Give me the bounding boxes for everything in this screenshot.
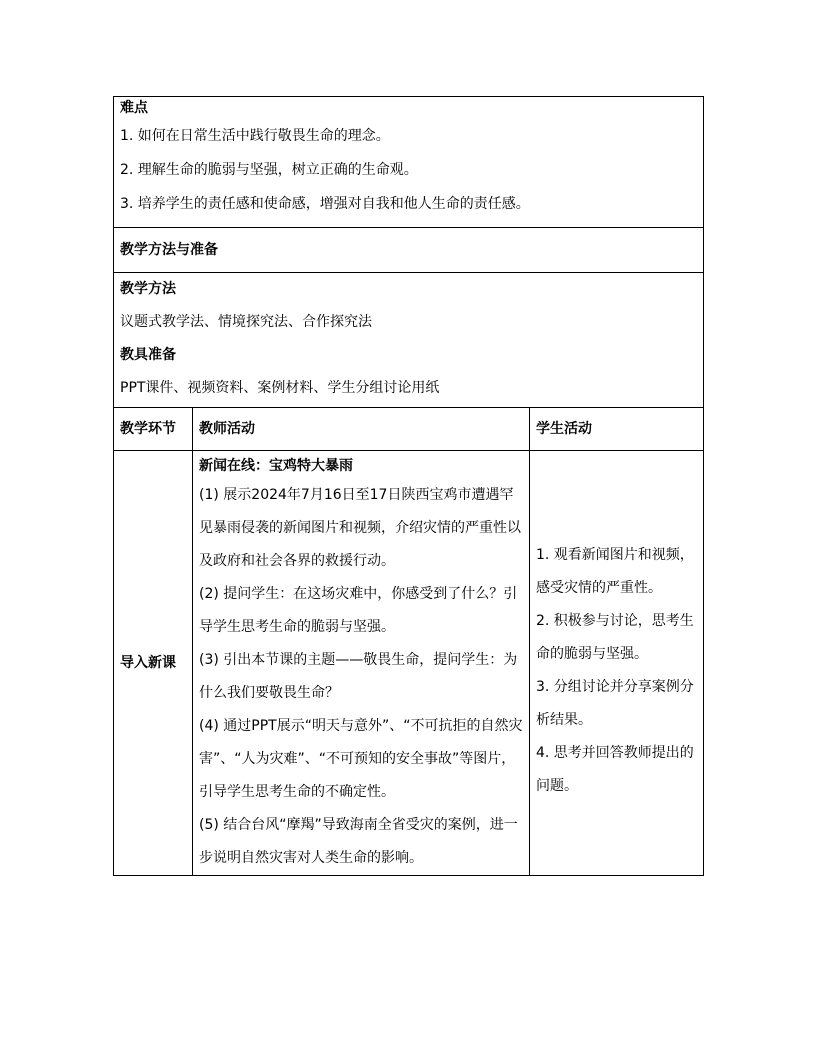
methods-title-row: [114, 228, 704, 273]
difficulty-item-3: 3. 培养学生的责任感和使命感，增强对自我和他人生命的责任感。: [120, 196, 530, 212]
student-item-1: 1. 观看新闻图片和视频，感受灾情的严重性。: [536, 547, 694, 596]
table-header-row: [114, 408, 704, 451]
student-item-2: 2. 积极参与讨论，思考生命的脆弱与坚强。: [536, 613, 694, 662]
methods-detail-row: [114, 273, 704, 408]
teacher-item-5: (5) 结合台风“摩羯”导致海南全省受灾的案例，进一步说明自然灾害对人类生命的影响。: [199, 817, 518, 866]
header-student: 学生活动: [530, 408, 704, 451]
teacher-activity-title: 新闻在线：宝鸡特大暴雨: [199, 458, 353, 474]
methods-detail-cell: [114, 273, 704, 408]
difficulty-item-1: 1. 如何在日常生活中践行敬畏生命的理念。: [120, 128, 390, 144]
difficulty-item-2: 2. 理解生命的脆弱与坚强，树立正确的生命观。: [120, 162, 418, 178]
teacher-item-1: (1) 展示2024年7月16日至17日陕西宝鸡市遭遇罕见暴雨侵袭的新闻图片和视频，介绍灾情的严重性以及政府和社会各界的救援行动。: [199, 487, 521, 569]
methods-section-title: 教学方法与准备: [120, 242, 218, 258]
intro-stage: 导入新课: [114, 451, 193, 876]
lesson-plan-table: [113, 96, 704, 876]
tools-label: 教具准备: [120, 347, 176, 363]
methods-label: 教学方法: [120, 281, 176, 297]
methods-title-cell: [114, 228, 704, 273]
header-teacher: 教师活动: [193, 408, 530, 451]
teacher-item-3: (3) 引出本节课的主题——敬畏生命，提问学生：为什么我们要敬畏生命？: [199, 652, 518, 701]
tools-text: PPT课件、视频资料、案例材料、学生分组讨论用纸: [120, 380, 440, 396]
difficulty-row: [114, 97, 704, 228]
teacher-item-2: (2) 提问学生：在这场灾难中，你感受到了什么？引导学生思考生命的脆弱与坚强。: [199, 586, 518, 635]
header-stage: 教学环节: [114, 408, 193, 451]
intro-student-cell: [530, 451, 704, 876]
teacher-item-4: (4) 通过PPT展示“明天与意外”、“不可抗拒的自然灾害”、“人为灾难”、“不可预知的安全事故”等图片，引导学生思考生命的不确定性。: [199, 718, 523, 800]
student-item-3: 3. 分组讨论并分享案例分析结果。: [536, 679, 694, 728]
difficulty-cell: [114, 97, 704, 228]
intro-teacher-cell: [193, 451, 530, 876]
lesson-plan-page: [113, 96, 703, 876]
methods-text: 议题式教学法、情境探究法、合作探究法: [120, 314, 372, 330]
difficulty-title: 难点: [120, 100, 148, 116]
student-item-4: 4. 思考并回答教师提出的问题。: [536, 745, 694, 794]
intro-row: [114, 451, 704, 876]
